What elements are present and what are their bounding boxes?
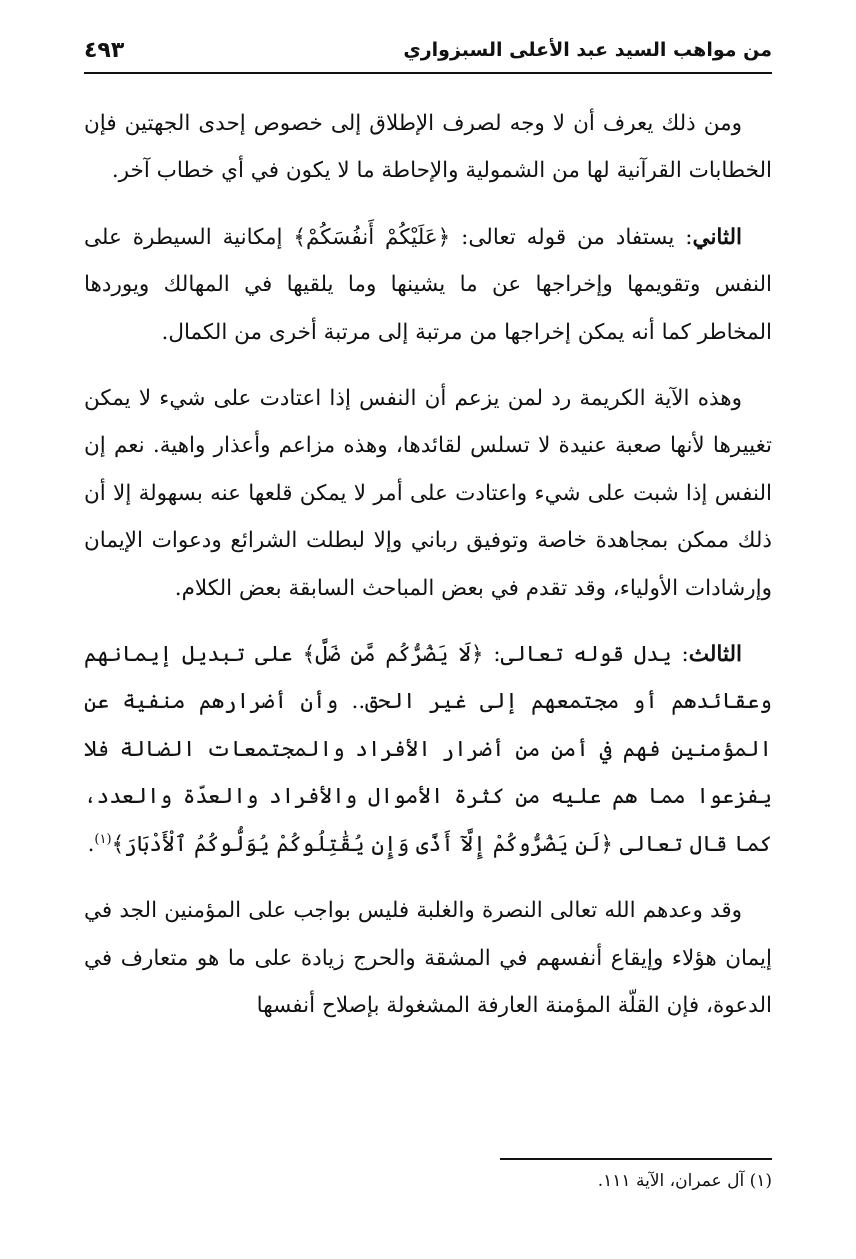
- page-header: [84, 28, 772, 74]
- paragraph-2-lead: الثاني: [692, 224, 742, 250]
- paragraph-5: وقد وعدهم الله تعالى النصرة والغلبة فليس بواجب على المؤمنين الجد في إيمان هؤلاء وإيقاع أنفسهم في المشقة والحرج زيادة على ما هو متعارف في الدعوة، فإن القلّة المؤمنة العارفة المشغولة بإصلاح أنفسها: [84, 898, 772, 1018]
- footnote: (١) آل عمران، الآية ١١١.: [597, 1171, 772, 1191]
- quran-quote: ﴿لَا يَضُرُّكُم مَّن ضَلَّ﴾: [302, 642, 484, 668]
- paragraph-4-body: على تبديل إيمانهم وعقائدهم أو مجتمعهم إلى غير الحق.. وأن أضرارهم منفية عن المؤمنين فهم في أمن من أضرار الأفراد والمجتمعات الضالة فلا يفزعوا مما هم عليه من كثرة الأموال والأفراد والعدّة والعدد، كما قال تعالى: [84, 642, 772, 857]
- running-head: من مواهب السيد عبد الأعلى السبزواري: [403, 39, 772, 61]
- paragraph-2: [84, 214, 772, 356]
- paragraph-4-end: .: [87, 831, 95, 857]
- body-text: [84, 100, 772, 1048]
- paragraph-3: وهذه الآية الكريمة رد لمن يزعم أن النفس إذا اعتادت على شيء لا يمكن تغييرها لأنها صعبة عنيدة لا تسلس لقائدها، وهذه مزاعم وأعذار واهية. نعم إن النفس إذا شبت على شيء واعتادت على أمر لا يمكن قلعها عنه بسهولة إلا أن ذلك ممكن بمجاهدة خاصة وتوفيق رباني وإلا لبطلت الشرائع ودعوات الإيمان وإرشادات الأولياء، وقد تقدم في بعض المباحث السابقة بعض الكلام.: [84, 386, 772, 601]
- footnote-divider: [500, 1158, 772, 1160]
- page-number: ٤٩٣: [84, 37, 125, 63]
- paragraph-2-body: إمكانية السيطرة على النفس وتقويمها وإخراجها عن ما يشينها وما يلقيها في المهالك ويوردها المخاطر كما أنه يمكن إخراجها من مرتبة إلى مرتبة أخرى من الكمال.: [84, 224, 772, 345]
- paragraph-1: ومن ذلك يعرف أن لا وجه لصرف الإطلاق إلى خصوص إحدى الجهتين فإن الخطابات القرآنية لها من الشمولية والإحاطة ما لا يكون في أي خطاب آخر.: [84, 111, 772, 184]
- quran-quote: ﴿لَن يَضُرُّوكُمْ إِلَّآ أَذًى وَإِن يُقَٰتِلُوكُمْ يُوَلُّوكُمُ ٱلْأَدْبَارَ﴾: [111, 831, 613, 857]
- paragraph-4-intro: : يدل قوله تعالى:: [483, 642, 689, 668]
- paragraph-4: [84, 631, 772, 868]
- quran-quote: ﴿عَلَيْكُمْ أَنفُسَكُمْ﴾: [293, 224, 451, 250]
- footnote-reference[interactable]: (١): [94, 831, 112, 847]
- paragraph-2-intro: : يستفاد من قوله تعالى:: [450, 224, 693, 250]
- paragraph-4-lead: الثالث: [688, 642, 742, 668]
